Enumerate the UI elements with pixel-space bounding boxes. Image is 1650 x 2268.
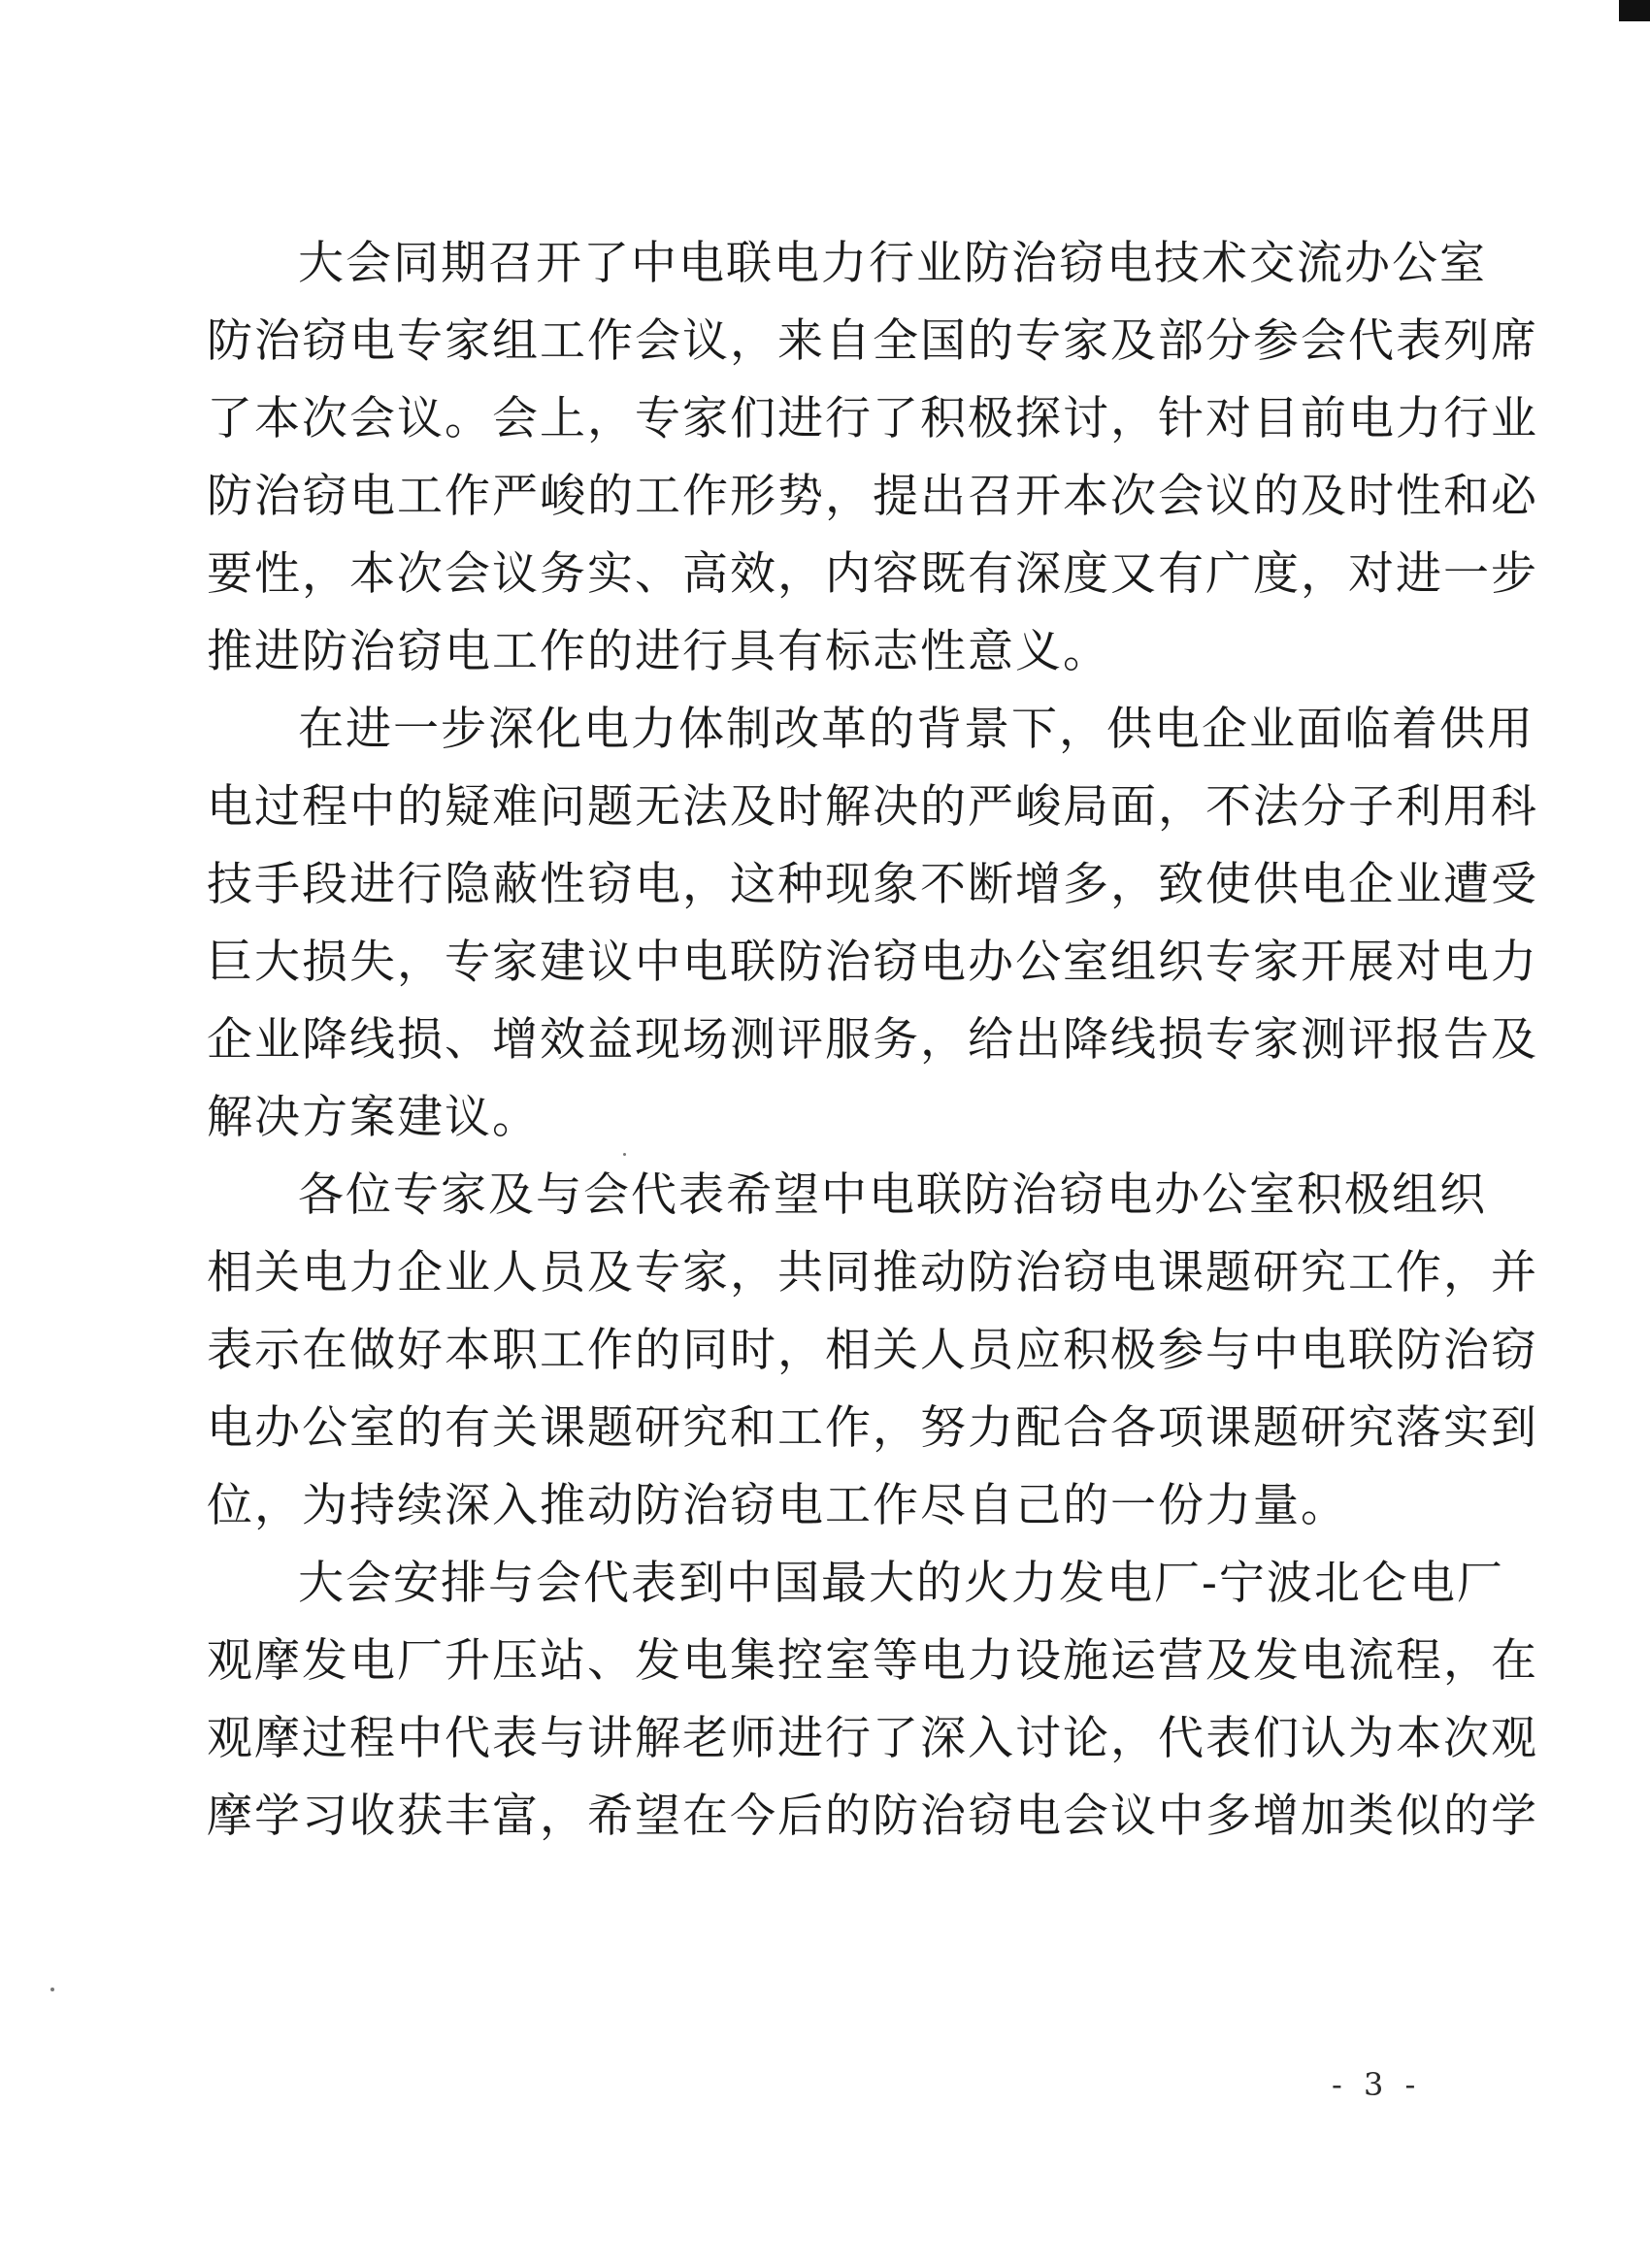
page-number: - 3 - [1332, 2066, 1422, 2103]
paragraph-1 [207, 225, 1538, 691]
text-line: 大会同期召开了中电联电力行业防治窃电技术交流办公室 [298, 237, 1487, 290]
scan-speck [623, 1153, 626, 1156]
paragraph-3 [207, 1157, 1538, 1545]
text-line: 在进一步深化电力体制改革的背景下，供电企业面临着供用 [298, 703, 1534, 756]
text-line: 解决方案建议。 [207, 1091, 540, 1144]
text-line: 推进防治窃电工作的进行具有标志性意义。 [207, 625, 1110, 678]
scan-edge-mark [1619, 0, 1650, 21]
text-line: 电办公室的有关课题研究和工作，努力配合各项课题研究落实到 [207, 1401, 1538, 1455]
text-line: 技手段进行隐蔽性窃电，这种现象不断增多，致使供电企业遭受 [207, 858, 1538, 911]
text-line: 观摩过程中代表与讲解老师进行了深入讨论，代表们认为本次观 [207, 1712, 1538, 1765]
text-line: 了本次会议。会上，专家们进行了积极探讨，针对目前电力行业 [207, 392, 1538, 445]
paragraph-2 [207, 691, 1538, 1157]
text-line: 位，为持续深入推动防治窃电工作尽自己的一份力量。 [207, 1479, 1348, 1532]
text-line: 观摩发电厂升压站、发电集控室等电力设施运营及发电流程，在 [207, 1634, 1538, 1688]
text-line: 要性，本次会议务实、高效，内容既有深度又有广度，对进一步 [207, 547, 1538, 601]
scan-speck [50, 1988, 54, 1991]
text-line: 防治窃电专家组工作会议，来自全国的专家及部分参会代表列席 [207, 314, 1538, 368]
text-line: 巨大损失，专家建议中电联防治窃电办公室组织专家开展对电力 [207, 936, 1538, 989]
text-line: 企业降线损、增效益现场测评服务，给出降线损专家测评报告及 [207, 1013, 1538, 1067]
text-line: 表示在做好本职工作的同时，相关人员应积极参与中电联防治窃 [207, 1324, 1538, 1377]
text-line: 防治窃电工作严峻的工作形势，提出召开本次会议的及时性和必 [207, 470, 1538, 523]
document-body [207, 225, 1538, 1856]
text-line: 大会安排与会代表到中国最大的火力发电厂-宁波北仑电厂 [298, 1557, 1504, 1610]
paragraph-4 [207, 1545, 1538, 1856]
text-line: 相关电力企业人员及专家，共同推动防治窃电课题研究工作，并 [207, 1246, 1538, 1299]
text-line: 各位专家及与会代表希望中电联防治窃电办公室积极组织 [298, 1168, 1487, 1222]
text-line: 电过程中的疑难问题无法及时解决的严峻局面，不法分子利用科 [207, 780, 1538, 834]
text-line: 摩学习收获丰富，希望在今后的防治窃电会议中多增加类似的学 [207, 1790, 1538, 1843]
